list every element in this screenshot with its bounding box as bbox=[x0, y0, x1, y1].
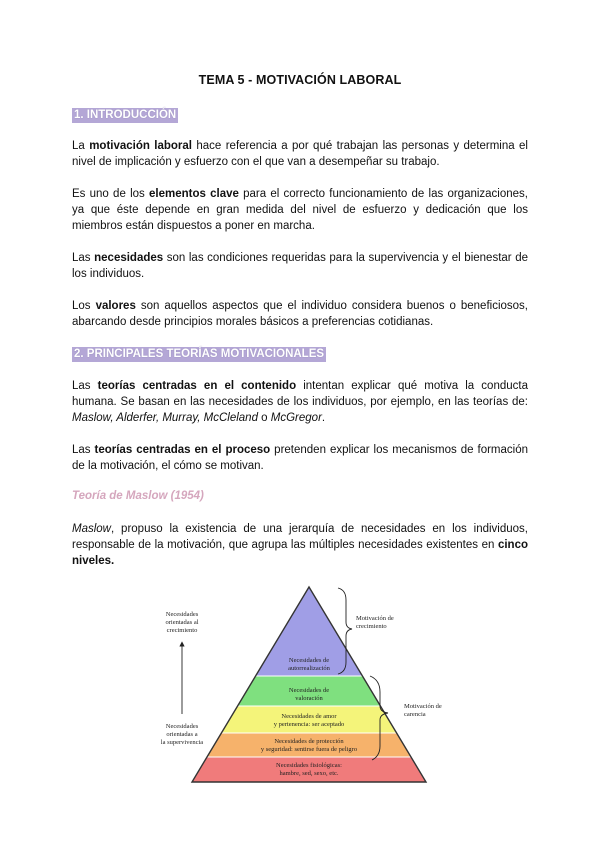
left-bottom-label-line-1: Necesidades bbox=[165, 723, 199, 730]
level-3-label-line-2: y pertenencia: ser aceptado bbox=[273, 721, 345, 728]
right-top-label-line-2: crecimiento bbox=[356, 623, 387, 630]
right-bottom-label-line-2: carencia bbox=[404, 711, 426, 718]
left-bottom-label-line-3: la supervivencia bbox=[160, 739, 204, 746]
level-5-label-line-1: Necesidades fisiológicas: bbox=[276, 762, 342, 769]
text: Las bbox=[72, 444, 95, 456]
right-bottom-label-line-1: Motivación de bbox=[404, 703, 442, 710]
subheading-maslow: Teoría de Maslow (1954) bbox=[72, 490, 204, 502]
text: son aquellos aspectos que el individuo considera buenos o beneficiosos, abarcando desde principios morales básicos a preferencias cotidianas. bbox=[72, 300, 528, 328]
bold-term: necesidades bbox=[94, 252, 164, 264]
level-2-label-line-2: valoración bbox=[295, 695, 323, 702]
level-1-label-line-2: autorrealización bbox=[288, 665, 330, 672]
author-list: Maslow, Alderfer, Murray, McCleland bbox=[72, 412, 258, 424]
text: Las bbox=[72, 380, 98, 392]
left-top-label-line-1: Necesidades bbox=[165, 611, 199, 618]
right-top-label-line-1: Motivación de bbox=[356, 615, 394, 622]
left-top-label-line-3: crecimiento bbox=[166, 627, 198, 634]
section-heading-teorias: 2. PRINCIPALES TEORÍAS MOTIVACIONALES bbox=[74, 348, 325, 360]
text: pretenden explicar los mecanismos de formación de la motivación, el cómo se motivan. bbox=[72, 444, 528, 472]
text: o bbox=[257, 412, 271, 424]
document-title: TEMA 5 - MOTIVACIÓN LABORAL bbox=[198, 73, 402, 87]
text: hace referencia a por qué trabajan las personas y determina el nivel de implicación y esfuerzo con el que van a desempeñar su trabajo. bbox=[72, 140, 528, 168]
level-1-label-line-1: Necesidades de bbox=[288, 657, 330, 664]
text: son las condiciones requeridas para la supervivencia y el bienestar de los individuos. bbox=[72, 252, 528, 280]
text: para el correcto funcionamiento de las organizaciones, ya que éste depende en gran medida del nivel de esfuerzo y dedicación que los miembros están dispuestos a poner en marcha. bbox=[72, 188, 528, 232]
author-name: McGregor bbox=[270, 412, 322, 424]
left-bottom-label-line-2: orientadas a bbox=[166, 731, 198, 738]
text: , propuso la existencia de una jerarquía de necesidades en los individuos, responsable de la motivación, que agrupa las múltiples necesidades existentes en bbox=[72, 523, 528, 551]
text: Las bbox=[72, 252, 95, 264]
text: Es uno de los bbox=[72, 188, 149, 200]
author-name: Maslow bbox=[72, 523, 111, 535]
level-2-label-line-1: Necesidades de bbox=[288, 687, 330, 694]
level-4-label-line-2: y seguridad: sentirse fuera de peligro bbox=[260, 746, 358, 753]
level-4-label-line-1: Necesidades de protección bbox=[274, 738, 344, 745]
bold-term: motivación laboral bbox=[89, 140, 192, 152]
bold-term: valores bbox=[95, 300, 136, 312]
level-5-label-line-2: hambre, sed, sexo, etc. bbox=[279, 770, 339, 777]
left-top-label-line-2: orientadas al bbox=[165, 619, 199, 626]
bold-term: teorías centradas en el contenido bbox=[97, 380, 297, 392]
text: . bbox=[321, 412, 326, 424]
level-3-label-line-1: Necesidades de amor bbox=[281, 713, 337, 720]
text: Los bbox=[72, 300, 96, 312]
bold-term: cinco niveles. bbox=[72, 539, 528, 567]
bold-term: elementos clave bbox=[149, 188, 239, 200]
text: intentan explicar qué motiva la conducta humana. Se basan en las necesidades de los individuos, por ejemplo, en las teorías de: bbox=[72, 380, 528, 408]
bold-term: teorías centradas en el proceso bbox=[94, 444, 271, 456]
section-heading-introduccion: 1. INTRODUCCIÓN bbox=[74, 109, 177, 121]
text: La bbox=[72, 140, 90, 152]
